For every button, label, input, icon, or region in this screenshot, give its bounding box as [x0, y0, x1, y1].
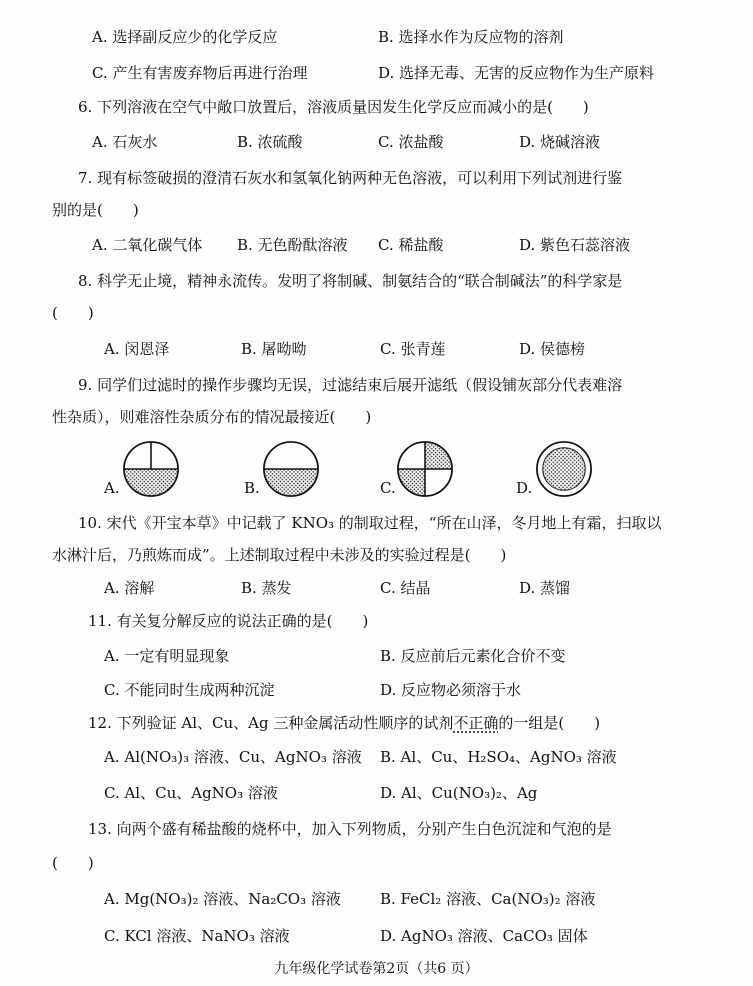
q11-option-b: B. 反应前后元素化合价不变 [380, 647, 566, 665]
q6-option-b: B. 浓硫酸 [237, 133, 303, 151]
q7-stem-line1: 7. 现有标签破损的澄清石灰水和氢氧化钠两种无色溶液，可以利用下列试剂进行鉴 [78, 169, 623, 187]
q8-option-a: A. 闵恩泽 [104, 340, 170, 358]
q7-option-b: B. 无色酚酞溶液 [237, 236, 348, 254]
q6-option-a: A. 石灰水 [92, 133, 158, 151]
q13-option-a: A. Mg(NO₃)₂ 溶液、Na₂CO₃ 溶液 [104, 890, 341, 908]
q13-stem-line2: ( ) [52, 854, 94, 872]
q5-option-c: C. 产生有害废弃物后再进行治理 [92, 64, 308, 82]
q12-stem-post: 的一组是( ) [498, 714, 601, 732]
q9-stem-line1: 9. 同学们过滤时的操作步骤均无误，过滤结束后展开滤纸（假设铺灰部分代表难溶 [78, 376, 623, 394]
q7-option-c: C. 稀盐酸 [378, 236, 444, 254]
q12-option-d: D. Al、Cu(NO₃)₂、Ag [380, 784, 538, 802]
q7-option-d: D. 紫色石蕊溶液 [519, 236, 631, 254]
q10-option-d: D. 蒸馏 [519, 579, 571, 597]
filter-paper-diagram-c [396, 440, 454, 498]
q7-stem-line2: 别的是( ) [52, 201, 139, 219]
q13-option-d: D. AgNO₃ 溶液、CaCO₃ 固体 [380, 927, 588, 945]
q11-option-d: D. 反应物必须溶于水 [380, 681, 522, 699]
q12-option-b: B. Al、Cu、H₂SO₄、AgNO₃ 溶液 [380, 748, 617, 766]
q12-stem-emphasis: 不正确 [453, 714, 499, 732]
q8-option-c: C. 张青莲 [380, 340, 446, 358]
q5-option-a: A. 选择副反应少的化学反应 [92, 28, 278, 46]
q12-option-a: A. Al(NO₃)₃ 溶液、Cu、AgNO₃ 溶液 [104, 748, 362, 766]
q6-option-c: C. 浓盐酸 [378, 133, 444, 151]
q10-stem-line1: 10. 宋代《开宝本草》中记载了 KNO₃ 的制取过程，“所在山泽，冬月地上有霜，扫取以 [78, 514, 662, 532]
q10-option-a: A. 溶解 [104, 579, 155, 597]
q13-option-c: C. KCl 溶液、NaNO₃ 溶液 [104, 927, 290, 945]
q13-stem-line1: 13. 向两个盛有稀盐酸的烧杯中，加入下列物质，分别产生白色沉淀和气泡的是 [88, 820, 612, 838]
q8-stem-line2: ( ) [52, 304, 94, 322]
q10-stem-line2: 水淋汁后，乃煎炼而成”。上述制取过程中未涉及的实验过程是( ) [52, 546, 507, 564]
q8-stem-line1: 8. 科学无止境，精神永流传。发明了将制碱、制氨结合的“联合制碱法”的科学家是 [78, 272, 623, 290]
q9-option-d-label: D. [516, 479, 533, 497]
q9-option-a-label: A. [104, 479, 120, 497]
q11-option-a: A. 一定有明显现象 [104, 647, 230, 665]
page-footer: 九年级化学试卷第2页（共6 页） [274, 961, 479, 977]
q7-option-a: A. 二氧化碳气体 [92, 236, 203, 254]
q8-option-b: B. 屠呦呦 [241, 340, 307, 358]
filter-paper-diagram-d [535, 440, 593, 498]
q12-stem-pre: 12. 下列验证 Al、Cu、Ag 三种金属活动性顺序的试剂 [88, 714, 454, 732]
q8-option-d: D. 侯德榜 [519, 340, 586, 358]
q13-option-b: B. FeCl₂ 溶液、Ca(NO₃)₂ 溶液 [380, 890, 596, 908]
q9-option-b-label: B. [244, 479, 260, 497]
q10-option-b: B. 蒸发 [241, 579, 292, 597]
filter-paper-diagram-b [262, 440, 320, 498]
q11-stem: 11. 有关复分解反应的说法正确的是( ) [88, 612, 369, 630]
filter-paper-diagram-a [122, 440, 180, 498]
q9-option-c-label: C. [380, 479, 396, 497]
q5-option-b: B. 选择水作为反应物的溶剂 [378, 28, 564, 46]
q6-option-d: D. 烧碱溶液 [519, 133, 601, 151]
q9-stem-line2: 性杂质），则难溶性杂质分布的情况最接近( ) [52, 408, 372, 426]
q12-stem [88, 712, 600, 734]
q11-option-c: C. 不能同时生成两种沉淀 [104, 681, 275, 699]
q5-option-d: D. 选择无毒、无害的反应物作为生产原料 [378, 64, 655, 82]
q6-stem: 6. 下列溶液在空气中敞口放置后，溶液质量因发生化学反应而减小的是( ) [78, 98, 589, 116]
q12-option-c: C. Al、Cu、AgNO₃ 溶液 [104, 784, 278, 802]
q10-option-c: C. 结晶 [380, 579, 431, 597]
